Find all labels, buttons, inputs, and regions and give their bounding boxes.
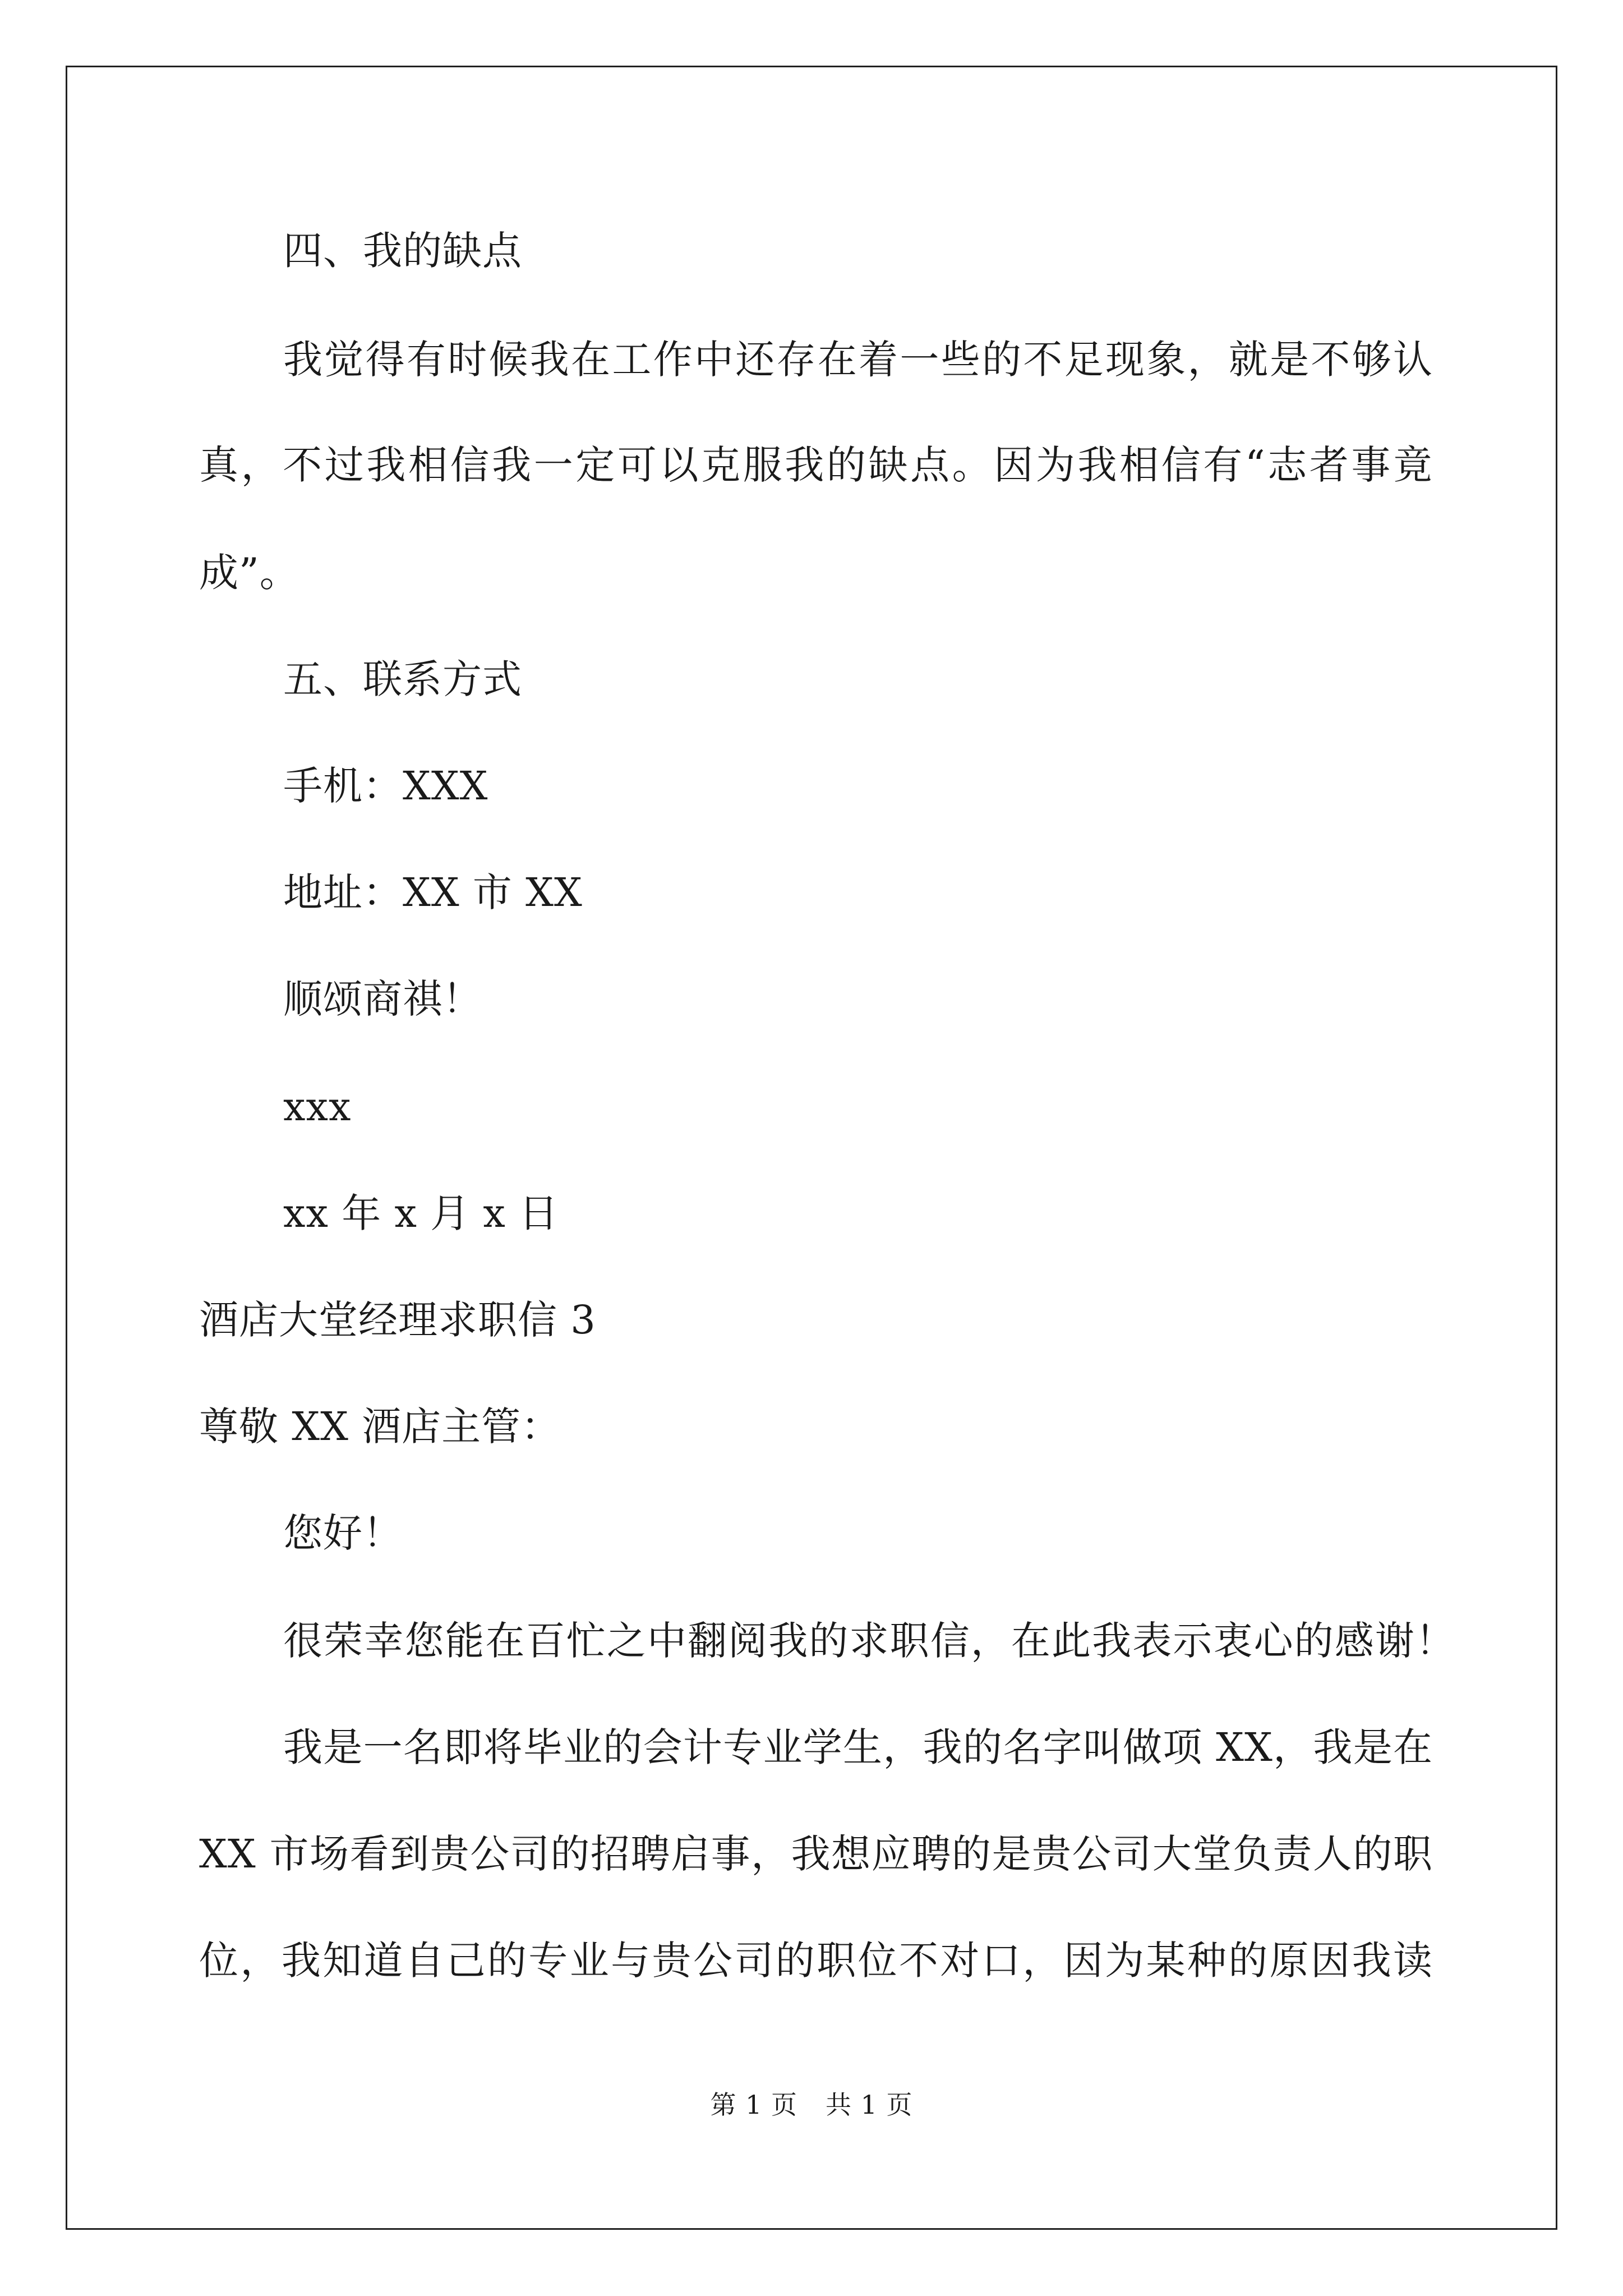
body-line: 真，不过我相信我一定可以克服我的缺点。因为我相信有“志者事竟 [199,442,1433,488]
section-heading-contact: 五、联系方式 [283,656,522,702]
body-line: 我觉得有时候我在工作中还存在着一些的不足现象，就是不够认 [283,337,1433,383]
body-line: 很荣幸您能在百忙之中翻阅我的求职信，在此我表示衷心的感谢！ [283,1618,1455,1664]
footer-page-number: 第 1 页 [710,2090,797,2120]
closing-salutation: 顺颂商祺！ [283,976,482,1022]
contact-phone: 手机：XXX [283,763,488,809]
letter-hello: 您好！ [283,1510,403,1556]
section-heading-weaknesses: 四、我的缺点 [283,228,522,274]
body-line: 位，我知道自己的专业与贵公司的职位不对口，因为某种的原因我读 [199,1938,1433,1984]
page-footer [0,2089,1623,2120]
footer-page-total: 共 1 页 [826,2090,913,2120]
signature-date: xx 年 x 月 x 日 [283,1190,559,1236]
letter-greeting: 尊敬 XX 酒店主管： [199,1404,561,1450]
body-line: XX 市场看到贵公司的招聘启事，我想应聘的是贵公司大堂负责人的职 [199,1831,1433,1877]
page-border [66,66,1557,2230]
letter-title: 酒店大堂经理求职信 3 [199,1297,596,1343]
body-line: 我是一名即将毕业的会计专业学生，我的名字叫做项 XX，我是在 [283,1724,1433,1770]
contact-address: 地址：XX 市 XX [283,869,583,915]
signature-name: xxx [283,1084,352,1130]
body-line: 成”。 [199,550,299,596]
